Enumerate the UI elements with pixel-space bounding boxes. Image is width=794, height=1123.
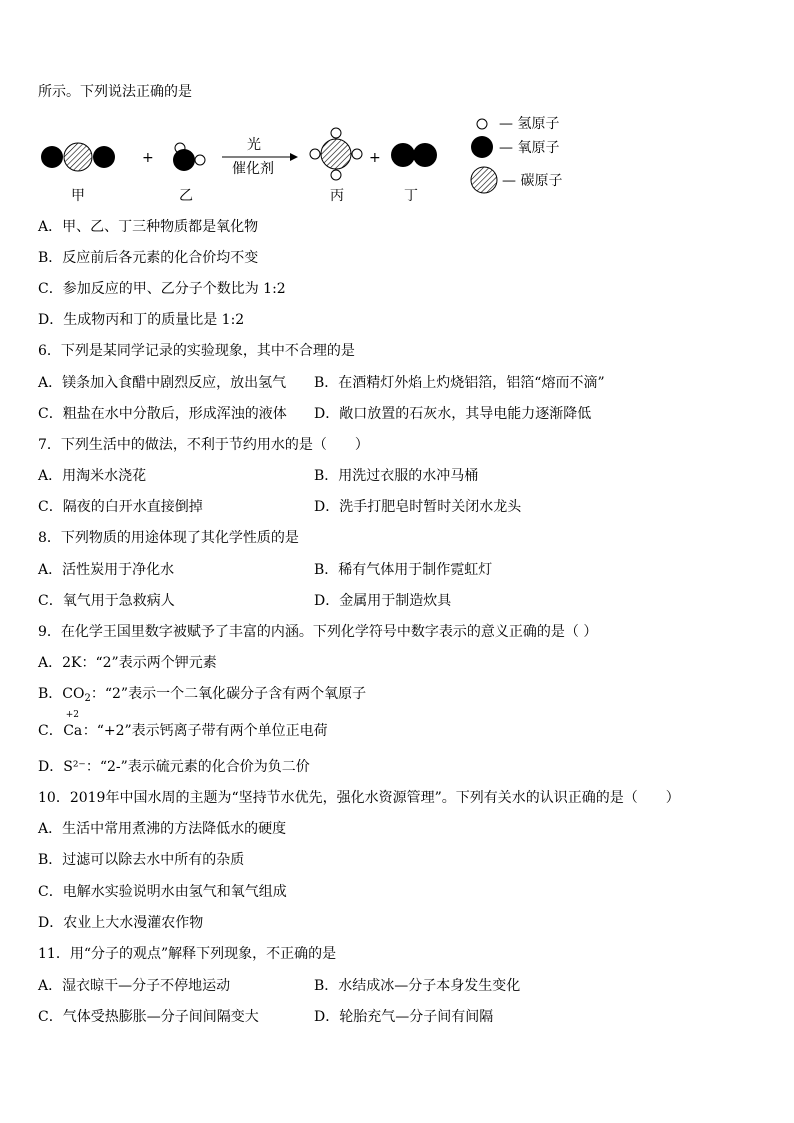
molecule-label-bing: 丙 — [330, 188, 344, 204]
carbon-atom-icon — [471, 167, 497, 193]
q9-option-d: D．S²⁻：“2-”表示硫元素的化合价为负二价 — [38, 759, 310, 775]
q8-option-a: A．活性炭用于净化水 — [38, 562, 175, 578]
q6-option-b: B．在酒精灯外焰上灼烧铝箔，铝箔“熔而不滴” — [314, 375, 605, 391]
q6-option-c: C．粗盐在水中分散后，形成浑浊的液体 — [38, 406, 287, 422]
legend-hydrogen-label: — 氢原子 — [499, 116, 560, 132]
q10-option-c: C．电解水实验说明水由氢气和氧气组成 — [38, 884, 287, 900]
q7-option-d: D．洗手打肥皂时暂时关闭水龙头 — [314, 499, 522, 515]
q8-option-c: C．氧气用于急救病人 — [38, 593, 175, 609]
hydrogen-atom-icon — [477, 119, 487, 129]
molecule-jia — [41, 143, 115, 171]
arrow-condition-catalyst: 催化剂 — [232, 161, 274, 177]
q7-option-c: C．隔夜的白开水直接倒掉 — [38, 499, 203, 515]
q5-option-a: A．甲、乙、丁三种物质都是氧化物 — [38, 219, 259, 235]
plus-sign: + — [142, 150, 154, 166]
q9-c-symbol — [63, 710, 83, 741]
q5-option-d: D．生成物丙和丁的质量比是 1:2 — [38, 312, 245, 328]
reaction-diagram — [0, 0, 794, 220]
molecule-label-ding: 丁 — [404, 188, 418, 204]
q9-c-prefix: C． — [38, 723, 63, 739]
q10-option-a: A．生活中常用煮沸的方法降低水的硬度 — [38, 821, 287, 837]
q11-option-d: D．轮胎充气—分子间有间隔 — [314, 1009, 494, 1025]
q9-c-suffix: ：“+2”表示钙离子带有两个单位正电荷 — [82, 723, 328, 739]
q6-option-d: D．敞口放置的石灰水，其导电能力逐渐降低 — [314, 406, 592, 422]
q6-option-a: A．镁条加入食醋中剧烈反应，放出氢气 — [38, 375, 287, 391]
reaction-arrow — [222, 153, 298, 161]
plus-sign: + — [369, 150, 381, 166]
q9-c-charge: +2 — [65, 710, 79, 720]
q9-option-a: A．2K：“2”表示两个钾元素 — [38, 655, 217, 671]
q9-option-c — [38, 710, 328, 741]
molecule-label-jia: 甲 — [71, 188, 85, 204]
q8-stem: 8．下列物质的用途体现了其化学性质的是 — [38, 530, 299, 546]
q11-option-a: A．湿衣晾干—分子不停地运动 — [38, 978, 231, 994]
q10-option-d: D．农业上大水漫灌农作物 — [38, 915, 204, 931]
q9-option-b — [38, 684, 366, 709]
q10-stem: 10．2019年中国水周的主题为“坚持节水优先，强化水资源管理”。下列有关水的认识正确的是（ ） — [38, 790, 680, 806]
q9-c-element: Ca — [63, 723, 83, 739]
q7-option-b: B．用洗过衣服的水冲马桶 — [314, 468, 479, 484]
molecule-label-yi: 乙 — [179, 188, 193, 204]
oxygen-atom-icon — [471, 136, 493, 158]
legend-carbon-label: — 碳原子 — [502, 173, 563, 189]
q9-b-prefix: B．CO — [38, 686, 85, 702]
q7-stem: 7．下列生活中的做法，不利于节约用水的是（ ） — [38, 437, 369, 453]
molecule-bing — [310, 128, 362, 180]
molecule-ding — [391, 143, 437, 167]
q9-b-suffix: ：“2”表示一个二氧化碳分子含有两个氧原子 — [90, 686, 367, 702]
arrow-condition-light: 光 — [247, 137, 261, 153]
q11-option-c: C．气体受热膨胀—分子间间隔变大 — [38, 1009, 259, 1025]
q11-stem: 11．用“分子的观点”解释下列现象，不正确的是 — [38, 946, 337, 962]
q7-option-a: A．用淘米水浇花 — [38, 468, 147, 484]
q10-option-b: B．过滤可以除去水中所有的杂质 — [38, 852, 245, 868]
q5-option-b: B．反应前后各元素的化合价均不变 — [38, 250, 259, 266]
question-intro: 所示。下列说法正确的是 — [38, 84, 192, 100]
q9-b-subscript: 2 — [84, 693, 91, 704]
q8-option-b: B．稀有气体用于制作霓虹灯 — [314, 562, 493, 578]
legend-oxygen-label: — 氧原子 — [499, 140, 560, 156]
q11-option-b: B．水结成冰—分子本身发生变化 — [314, 978, 521, 994]
q8-option-d: D．金属用于制造炊具 — [314, 593, 452, 609]
q9-stem: 9．在化学王国里数字被赋予了丰富的内涵。下列化学符号中数字表示的意义正确的是（ ） — [38, 624, 598, 640]
molecule-yi — [173, 143, 205, 171]
q6-stem: 6．下列是某同学记录的实验现象，其中不合理的是 — [38, 343, 355, 359]
q5-option-c: C．参加反应的甲、乙分子个数比为 1:2 — [38, 281, 286, 297]
